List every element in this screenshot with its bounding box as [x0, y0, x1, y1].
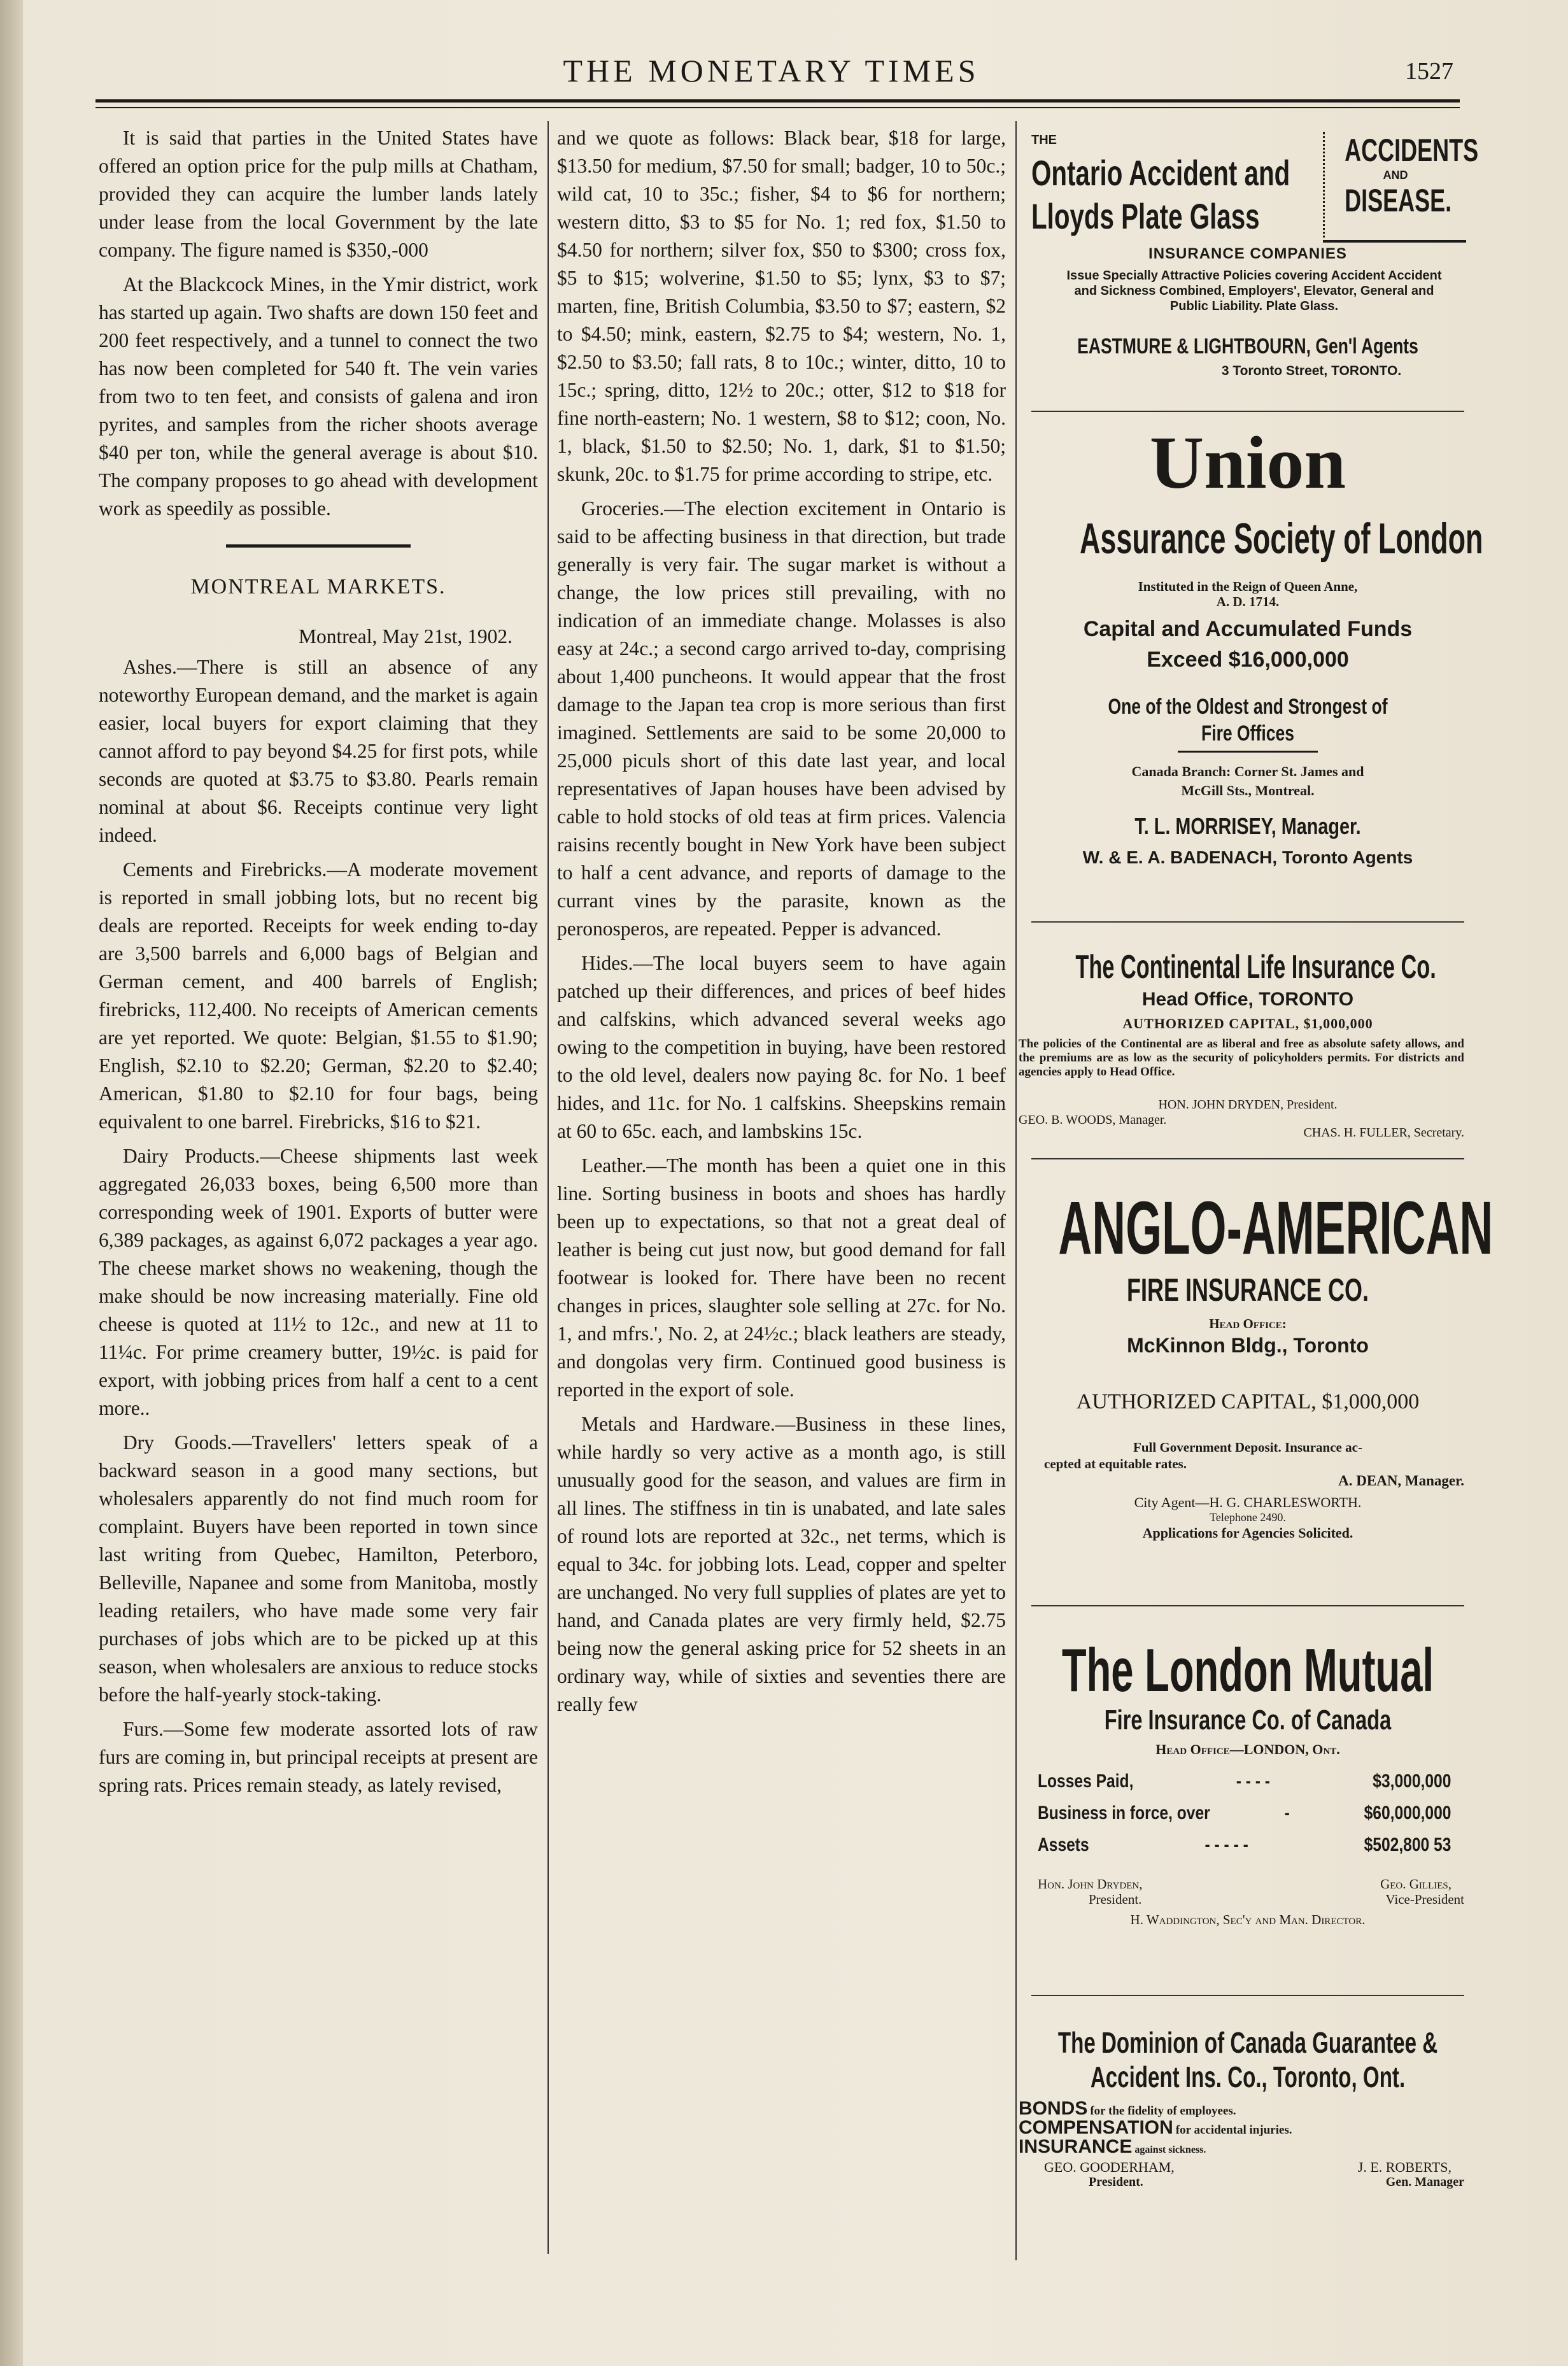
ad-anglo-american: [1019, 1159, 1494, 1605]
ad-london-figures: [1038, 1766, 1458, 1861]
ad-dominion-guarantee: [1019, 1996, 1477, 2213]
binding-spine: [0, 0, 23, 2366]
ad-dominion-manager-name: J. E. ROBERTS,: [1357, 2159, 1451, 2175]
ad-anglo-deposit-1: Full Government Deposit. Insurance ac-: [1133, 1440, 1362, 1455]
ad-london-secretary: H. Waddington, Sec'y and Man. Director.: [1130, 1912, 1366, 1927]
ad-continental-manager: GEO. B. WOODS, Manager.: [1019, 1113, 1167, 1127]
paragraph-leather: Leather.—The month has been a quiet one in this line. Sorting business in boots and shoes has hardly been up to expectations, so that not a great deal of leather is being cut just now, but good demand for fall footwear is looked for. There have been no recent changes in prices, slaughter sole selling at 27c. for No. 1, and mfrs.', No. 2, at 24½c.; black leathers are steady, and dongolas very firm. Continued good business is reported in the export of sole.: [557, 1154, 1006, 1401]
ad-dominion-insurance-label: INSURANCE: [1019, 2136, 1133, 2157]
ad-union-capital-2: Exceed $16,000,000: [1147, 648, 1349, 672]
ad-london-figure-value: $3,000,000: [1373, 1771, 1451, 1792]
column-middle: [557, 124, 1006, 1725]
ad-anglo-city-agent: City Agent—H. G. CHARLESWORTH.: [1134, 1494, 1362, 1510]
ad-dominion-president-name: GEO. GOODERHAM,: [1044, 2159, 1175, 2175]
ad-continental-life: [1019, 923, 1477, 1158]
paragraph-groceries: Groceries.—The election excitement in Ontario is said to be affecting business in that direction, but trade generally is very fair. The sugar market is without a change, the low prices still prevailing, with no indication of an immediate change. Molasses is also easy at 24c.; a second cargo arrived to-day, comprising about 1,400 puncheons. It would appear that the frost damage to the Japan tea crop is more serious than first imagined. Settlements are said to be some 20,000 to 25,000 piculs short of this date last year, and local representatives of Japan houses have been advised by cable to hold stocks of old teas at firm prices. Valencia raisins recently bought in New York have been subject to half a cent advance, and reports of damage to the currant vines by the parasite, known as the peronosperos, are repeated. Pepper is advanced.: [557, 497, 1006, 940]
ad-anglo-deposit-2: cepted at equitable rates.: [1044, 1456, 1187, 1471]
paragraph-blackcock-mines: At the Blackcock Mines, in the Ymir district, work has started up again. Two shafts are down 150 feet and 200 feet respectively, and a tunnel to connect the two has now been completed for 540 ft. The vein varies from two to ten feet, and consists of galena and iron pyrites, and samples from the richer shoots average $40 per ton, while the general average is about $10. The company proposes to go ahead with development work as speedily as possible.: [99, 273, 538, 520]
ad-anglo-building: McKinnon Bldg., Toronto: [1127, 1334, 1369, 1357]
paragraph-dairy: Dairy Products.—Cheese shipments last week aggregated 26,033 boxes, being 6,500 more than corresponding week of 1901. Exports of butter were 6,389 packages, as against 6,072 packages a year ago. The cheese market shows no weakening, though the make should be now increasing materially. Fine old cheese is quoted at 11½ to 12c., and new at 11 to 11¼c. For prime creamery butter, 19½c. is paid for export, with jobbing prices from half a cent to a cent more..: [99, 1145, 538, 1419]
ad-london-figure-value: $502,800 53: [1364, 1834, 1451, 1855]
header-rule-thin: [95, 107, 1460, 108]
ad-london-president-name: Hon. John Dryden,: [1038, 1876, 1143, 1892]
ad-london-figure-label: Losses Paid,: [1038, 1771, 1134, 1792]
ad-continental-capital: AUTHORIZED CAPITAL, $1,000,000: [1122, 1016, 1373, 1031]
section-divider: [226, 544, 411, 548]
ad-london-figure-label: Business in force, over: [1038, 1803, 1210, 1824]
ad-ontario-box-disease: DISEASE.: [1345, 183, 1452, 218]
page-number: 1527: [1405, 58, 1453, 85]
ad-union-manager: T. L. MORRISEY, Manager.: [1134, 813, 1361, 839]
column-rule-1: [547, 121, 549, 2254]
ad-continental-secretary: CHAS. H. FULLER, Secretary.: [1303, 1126, 1464, 1140]
ad-london-figure-label: Assets: [1038, 1834, 1089, 1855]
paragraph-dry-goods: Dry Goods.—Travellers' letters speak of a backward season in a good many sections, but wholesalers apparently do not find much room for complaint. Buyers have been reported in town since last writing from Quebec, Hamilton, Peterboro, Belleville, Napanee and some from Manitoba, mostly leading retailers, who have made some very fair purchases of jobs which are to be picked up at this season, when wholesalers are anxious to reduce stocks before the half-yearly stock-taking.: [99, 1431, 538, 1706]
ad-ontario-brace-box: [1323, 132, 1479, 243]
ad-ontario-box-accidents: ACCIDENTS: [1345, 132, 1479, 168]
ad-dominion-insurance-text: against sickness.: [1134, 2144, 1206, 2155]
ad-union-capital-1: Capital and Accumulated Funds: [1083, 617, 1413, 641]
ad-london-figure-dots: - - - - -: [1204, 1834, 1248, 1855]
header-rule-thick: [95, 99, 1460, 103]
section-heading: MONTREAL MARKETS.: [190, 575, 446, 599]
ad-continental-president: HON. JOHN DRYDEN, President.: [1158, 1098, 1338, 1112]
ad-union-branch-2: McGill Sts., Montreal.: [1181, 783, 1315, 798]
ad-union-branch-1: Canada Branch: Corner St. James and: [1131, 763, 1364, 779]
paragraph-pulp-mills: It is said that parties in the United States have offered an option price for the pulp mills at Chatham, provided they can acquire the lumber lands lately under lease from the local Government by the late company. The figure named is $350,-000: [99, 127, 538, 261]
ad-london-name: The London Mutual: [1061, 1636, 1434, 1704]
column-rule-2: [1015, 121, 1017, 2260]
ad-dominion-compensation: [1019, 2117, 1292, 2139]
ad-london-office: Head Office—LONDON, Ont.: [1155, 1741, 1340, 1757]
ad-ontario-agents: EASTMURE & LIGHTBOURN, Gen'l Agents: [1077, 334, 1418, 358]
ad-anglo-head-office: Head Office:: [1209, 1316, 1287, 1331]
column-left: [99, 124, 538, 1806]
paragraph-cements: Cements and Firebricks.—A moderate movement is reported in small jobbing lots, but no recent big deals are reported. Receipts for week ending to-day are 3,500 barrels and 6,000 bags of Belgian and German cement, and 400 barrels of English; firebricks, 112,400. No receipts of American cements are yet reported. We quote: Belgian, $1.55 to $1.90; English, $2.10 to $2.20; German, $2.20 to $2.40; American, $1.80 to $2.10 for four bags, being equivalent to one barrel. Firebricks, $16 to $21.: [99, 858, 538, 1133]
ad-london-figure-row: [1038, 1797, 1451, 1829]
ad-union-assurance: [1019, 412, 1483, 921]
ad-london-figure-dots: - - - -: [1236, 1771, 1270, 1792]
ad-ontario-accident: [1019, 124, 1477, 398]
ad-anglo-name: ANGLO-AMERICAN: [1058, 1186, 1494, 1270]
masthead: [89, 52, 1453, 90]
ad-continental-office: Head Office, TORONTO: [1141, 989, 1354, 1010]
ad-union-oldest-2: Fire Offices: [1201, 721, 1294, 746]
ad-dominion-insurance: [1019, 2136, 1206, 2158]
dateline: Montreal, May 21st, 1902.: [299, 625, 512, 648]
paragraph-furs-continued: and we quote as follows: Black bear, $18 for large, $13.50 for medium, $7.50 for small; badger, 10 to 50c.; wild cat, 10 to 35c.; fisher, $4 to $6 for northern; western ditto, $3 to $5 for No. 1; red fox, $1.50 to $4.50 for northern; silver fox, $50 to $300; cross fox, $5 to $15; wolverine, $1.50 to $5; lynx, $3 to $7; marten, fine, British Columbia, $3.50 to $7; eastern, $2 to $4.50; mink, eastern, $2.75 to $4; western, No. 1, $2.50 to $3.50; fall rats, 8 to 10c.; winter, ditto, 10 to 15c.; spring, ditto, 12½ to 20c.; otter, $12 to $18 for fine north-eastern; No. 1 western, $8 to $12; coon, No. 1, black, $1.50 to $2.50; No. 1, dark, $1 to $1.50; skunk, 20c. to $1.75 for prime according to stripe, etc.: [557, 127, 1006, 485]
ad-dominion-name-line1: The Dominion of Canada Guarantee &: [1057, 2026, 1438, 2059]
ad-dominion-president-title: President.: [1089, 2175, 1143, 2189]
advertisements-column: [1019, 124, 1494, 2213]
ad-anglo-manager: A. DEAN, Manager.: [1338, 1473, 1464, 1489]
ad-dominion-compensation-label: COMPENSATION: [1019, 2117, 1173, 2138]
paragraph-metals: Metals and Hardware.—Business in these lines, while hardly so very active as a month ago, is still unusually good for the season, and values are firm in all lines. The stiffness in tin is unabated, and late sales of round lots are reported at 32c., net terms, which is equal to 34c. for jobbing lots. Lead, copper and spelter are unchanged. No very full supplies of plates are yet to hand, and Canada plates are very firmly held, $2.75 being now the general asking price for 52 sheets in an ordinary way, while of sixties and seventies there are really few: [557, 1413, 1006, 1715]
ad-ontario-description: Issue Specially Attractive Policies covering Accident Accident and Sickness Combined, Employers', Elevator, General and Public Liability. Plate Glass.: [1066, 269, 1442, 313]
ad-union-oldest-1: One of the Oldest and Strongest of: [1108, 695, 1388, 719]
ad-union-name: Union: [1149, 421, 1346, 504]
ad-dominion-bonds: [1019, 2098, 1236, 2120]
ad-anglo-capital: AUTHORIZED CAPITAL, $1,000,000: [1076, 1390, 1420, 1413]
ad-london-president-title: President.: [1089, 1892, 1142, 1907]
ad-ontario-subtitle: INSURANCE COMPANIES: [1148, 245, 1347, 262]
ad-london-subtitle: Fire Insurance Co. of Canada: [1104, 1704, 1392, 1736]
ad-anglo-applications: Applications for Agencies Solicited.: [1142, 1525, 1353, 1541]
ad-dominion-manager-title: Gen. Manager: [1385, 2175, 1464, 2189]
ad-union-subtitle: Assurance Society of London: [1080, 514, 1483, 563]
ad-london-figure-value: $60,000,000: [1364, 1803, 1451, 1824]
paragraph-hides: Hides.—The local buyers seem to have again patched up their differences, and prices of beef hides and calfskins, which advanced several weeks ago owing to the competition in buying, have been restored to the old level, dealers now paying 8c. for No. 1 beef hides, and 11c. for No. 1 calfskins. Sheepskins remain at 60 to 65c. each, and lambskins 15c.: [557, 952, 1006, 1142]
ad-london-vp-name: Geo. Gillies,: [1380, 1876, 1451, 1892]
ad-london-figure-row: [1038, 1766, 1451, 1797]
ad-ontario-address: 3 Toronto Street, TORONTO.: [1221, 364, 1402, 378]
ad-london-figure-dots: -: [1284, 1803, 1290, 1824]
ad-london-vp-title: Vice-President: [1385, 1892, 1464, 1907]
ad-ontario-the: THE: [1031, 133, 1057, 147]
ad-union-instituted-2: A. D. 1714.: [1216, 594, 1280, 609]
ad-ontario-name-line2: Lloyds Plate Glass: [1031, 196, 1260, 236]
paragraph-furs: Furs.—Some few moderate assorted lots of raw furs are coming in, but principal receipts at present are spring rats. Prices remain steady, as lately revised,: [99, 1718, 538, 1796]
ad-ontario-box-and: AND: [1383, 169, 1408, 181]
ad-dominion-bonds-label: BONDS: [1019, 2098, 1088, 2119]
ad-london-mutual: [1019, 1606, 1477, 1995]
ad-continental-name: The Continental Life Insurance Co.: [1075, 949, 1436, 986]
ad-london-figure-row: [1038, 1829, 1451, 1861]
ad-union-mini-rule: [1178, 751, 1318, 753]
ad-union-agents: W. & E. A. BADENACH, Toronto Agents: [1082, 847, 1413, 867]
ad-union-instituted-1: Instituted in the Reign of Queen Anne,: [1138, 579, 1358, 594]
ad-anglo-subtitle: FIRE INSURANCE CO.: [1126, 1272, 1369, 1308]
ad-dominion-compensation-text: for accidental injuries.: [1175, 2123, 1292, 2137]
ad-continental-description: The policies of the Continental are as liberal and free as absolute safety allows, and the premiums are as low as the security of policyholders permits. For districts and agencies apply to Head Office.: [1019, 1037, 1464, 1079]
paragraph-ashes: Ashes.—There is still an absence of any noteworthy European demand, and the market is again easier, local buyers for export claiming that they cannot afford to pay beyond $4.25 for first pots, while seconds are quoted at $3.75 to $3.80. Pearls remain nominal at about $6. Receipts continue very light indeed.: [99, 656, 538, 846]
publication-title: THE MONETARY TIMES: [563, 53, 980, 89]
ad-dominion-bonds-text: for the fidelity of employees.: [1090, 2104, 1236, 2118]
ad-dominion-name-line2: Accident Ins. Co., Toronto, Ont.: [1090, 2060, 1406, 2093]
ad-anglo-telephone: Telephone 2490.: [1210, 1511, 1286, 1524]
ad-ontario-name-line1: Ontario Accident and: [1031, 153, 1290, 193]
